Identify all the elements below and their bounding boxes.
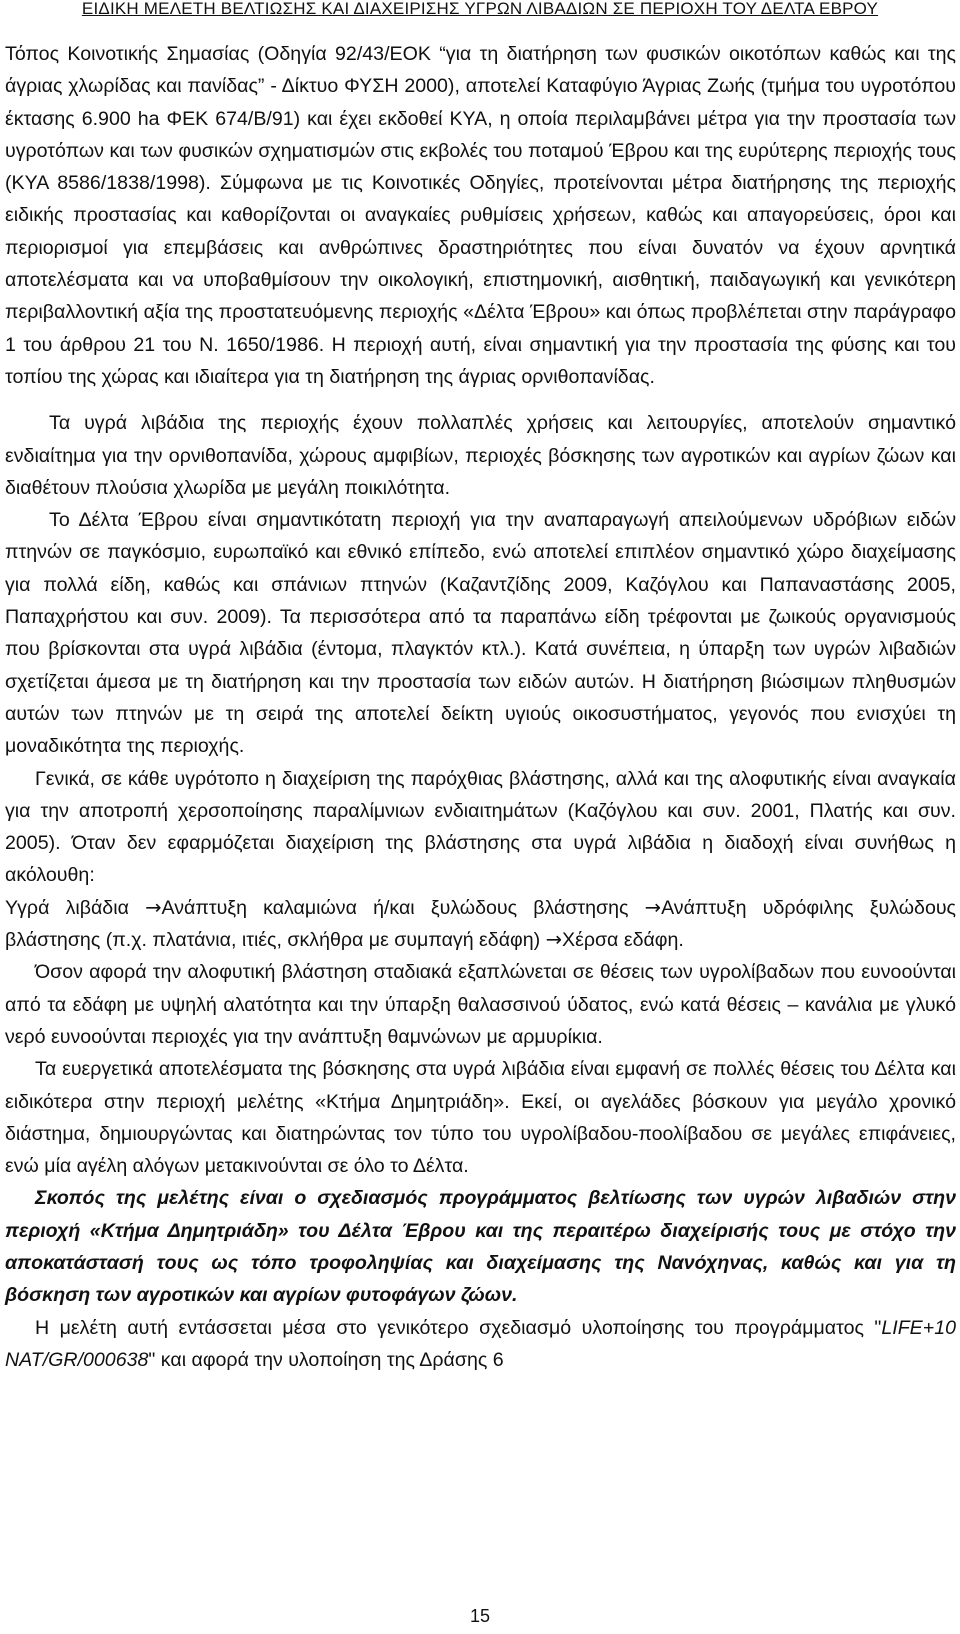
- arrow-right-icon: →: [644, 895, 662, 919]
- paragraph-protected-area: Τόπος Κοινοτικής Σημασίας (Οδηγία 92/43/ΕΟΚ “για τη διατήρηση των φυσικών οικοτόπων καθώς και της άγριας χλωρίδας και πανίδας” - Δίκτυο ΦΥΣΗ 2000), αποτελεί Καταφύγιο Άγριας Ζωής (τμήμα του υγροτόπου έκτασης 6.900 ha ΦΕΚ 674/Β/91) και έχει εκδοθεί ΚΥΑ, η οποία περιλαμβάνει μέτρα για την προστασία των υγροτόπων και των φυσικών σχηματισμών στις εκβολές του ποταμού Έβρου και της ευρύτερης περιοχής τους (ΚΥΑ 8586/1838/1998). Σύμφωνα με τις Κοινοτικές Οδηγίες, προτείνονται μέτρα διατήρησης της περιοχής ειδικής προστασίας και καθορίζονται οι αναγκαίες ρυθμίσεις χρήσεων, καθώς και απαγορεύσεις, όροι και περιορισμοί για επεμβάσεις και ανθρώπινες δραστηριότητες που είναι δυνατόν να έχουν αρνητικά αποτελέσματα και να υποβαθμίσουν την οικολογική, επιστημονική, αισθητική, παιδαγωγική και γενικότερη περιβαλλοντική αξία της προστατευόμενης περιοχής «Δέλτα Έβρου» και όπως προβλέπεται στην παράγραφο 1 του άρθρου 21 του Ν. 1650/1986. Η περιοχή αυτή, είναι σημαντική για την προστασία της φύσης και του τοπίου της χώρας και ιδιαίτερα για τη διατήρηση της άγριας ορνιθοπανίδας.: [5, 43, 956, 388]
- arrow-right-icon: →: [145, 895, 162, 919]
- paragraph-life-programme: [5, 1312, 956, 1377]
- paragraph-grazing-benefits: Τα ευεργετικά αποτελέσματα της βόσκησης στα υγρά λιβάδια είναι εμφανή σε πολλές θέσεις του Δέλτα και ειδικότερα στην περιοχή μελέτης «Κτήμα Δημητριάδη». Εκεί, οι αγελάδες βόσκουν για μεγάλο χρονικό διάστημα, δημιουργώντας και διατηρώντας τον τύπο του υγρολίβαδου-ποολίβαδου σε μεγάλες επιφάνειες, ενώ μία αγέλη αλόγων μετακινούνται σε όλο το Δέλτα.: [5, 1058, 956, 1178]
- running-header: [0, 0, 960, 18]
- succession-stage-3: Ανάπτυξη υδρόφιλης ξυλώδους βλάστησης (π.χ. πλατάνια, ιτιές, σκλήθρα με συμπαγή εδάφη): [5, 896, 956, 952]
- paragraph-vegetation-management: Γενικά, σε κάθε υγρότοπο η διαχείριση της παρόχθιας βλάστησης, αλλά και της αλοφυτικής είναι αναγκαία για την αποτροπή χερσοποίησης παραλίμνιων ενδιαιτημάτων (Καζόγλου και συν. 2001, Πλατής και συν. 2005). Όταν δεν εφαρμόζεται διαχείριση της βλάστησης στα υγρά λιβάδια η διαδοχή είναι συνήθως η ακόλουθη:: [5, 767, 956, 887]
- arrow-right-icon: →: [545, 928, 563, 952]
- paragraph-evros-delta-birds: Το Δέλτα Έβρου είναι σημαντικότατη περιοχή για την αναπαραγωγή απειλούμενων υδρόβιων ειδών πτηνών σε παγκόσμιο, ευρωπαϊκό και εθνικό επίπεδο, ενώ αποτελεί επιπλέον σημαντικό χώρο διαχείμασης για πολλά είδη, καθώς και σπάνιων πτηνών (Καζαντζίδης 2009, Καζόγλου και Παπαναστάσης 2005, Παπαχρήστου και συν. 2009). Τα περισσότερα από τα παραπάνω είδη τρέφονται με ζωικούς οργανισμούς που βρίσκονται στα υγρά λιβάδια (έντομα, πλαγκτόν κτλ.). Κατά συνέπεια, η ύπαρξη των υγρών λιβαδιών σχετίζεται άμεσα με τη διατήρηση και την προστασία των ειδών αυτών. Η διατήρηση βιώσιμων πληθυσμών αυτών των πτηνών με τη σειρά της αποτελεί δείκτη υγιούς οικοσυστήματος, γεγονός που ενισχύει τη μοναδικότητα της περιοχής.: [5, 509, 956, 758]
- succession-stage-4: Χέρσα εδάφη.: [562, 929, 684, 952]
- paragraph-study-purpose: Σκοπός της μελέτης είναι ο σχεδιασμός προγράμματος βελτίωσης των υγρών λιβαδιών στην περιοχή «Κτήμα Δημητριάδη» του Δέλτα Έβρου και της περαιτέρω διαχείρισής τους με στόχο την αποκατάστασή τους ως τόπο τροφοληψίας και διαχείμασης της Νανόχηνας, καθώς και για τη βόσκηση των αγροτικών και αγρίων φυτοφάγων ζώων.: [5, 1187, 956, 1307]
- header-title: ΕΙΔΙΚΗ ΜΕΛΕΤΗ ΒΕΛΤΙΩΣΗΣ ΚΑΙ ΔΙΑΧΕΙΡΙΣΗΣ ΥΓΡΩΝ ΛΙΒΑΔΙΩΝ ΣΕ ΠΕΡΙΟΧΗ ΤΟΥ ΔΕΛΤΑ ΕΒΡΟΥ: [81, 0, 879, 18]
- succession-stage-2: Ανάπτυξη καλαμιώνα ή/και ξυλώδους βλάστησης: [161, 896, 645, 919]
- paragraph-succession-sequence: [5, 892, 956, 957]
- paragraph-wet-meadows-uses: Τα υγρά λιβάδια της περιοχής έχουν πολλαπλές χρήσεις και λειτουργίες, αποτελούν σημαντικό ενδιαίτημα για την ορνιθοπανίδα, χώρους αμφιβίων, περιοχές βόσκησης των αγροτικών και αγρίων ζώων και διαθέτουν πλούσια χλωρίδα με μεγάλη ποικιλότητα.: [5, 412, 956, 499]
- paragraph-halophytic-vegetation: Όσον αφορά την αλοφυτική βλάστηση σταδιακά εξαπλώνεται σε θέσεις των υγρολίβαδων που ευνοούνται από τα εδάφη με υψηλή αλατότητα και την ύπαρξη θαλασσινού ύδατος, ενώ κατά θέσεις – κανάλια με γλυκό νερό ευνοούνται περιοχές για την ανάπτυξη θαμνώνων με αρμυρίκια.: [5, 961, 956, 1048]
- life-programme-text-start: Η μελέτη αυτή εντάσσεται μέσα στο γενικότερο σχεδιασμό υλοποίησης του προγράμματος ": [35, 1316, 882, 1339]
- page-number: 15: [469, 1606, 491, 1626]
- succession-stage-1: Υγρά λιβάδια: [5, 896, 146, 919]
- life-programme-code: LIFE+10 NAT/GR/000638: [5, 1316, 956, 1371]
- document-body: [5, 38, 956, 1376]
- life-programme-text-end: " και αφορά την υλοποίηση της Δράσης 6: [148, 1348, 504, 1371]
